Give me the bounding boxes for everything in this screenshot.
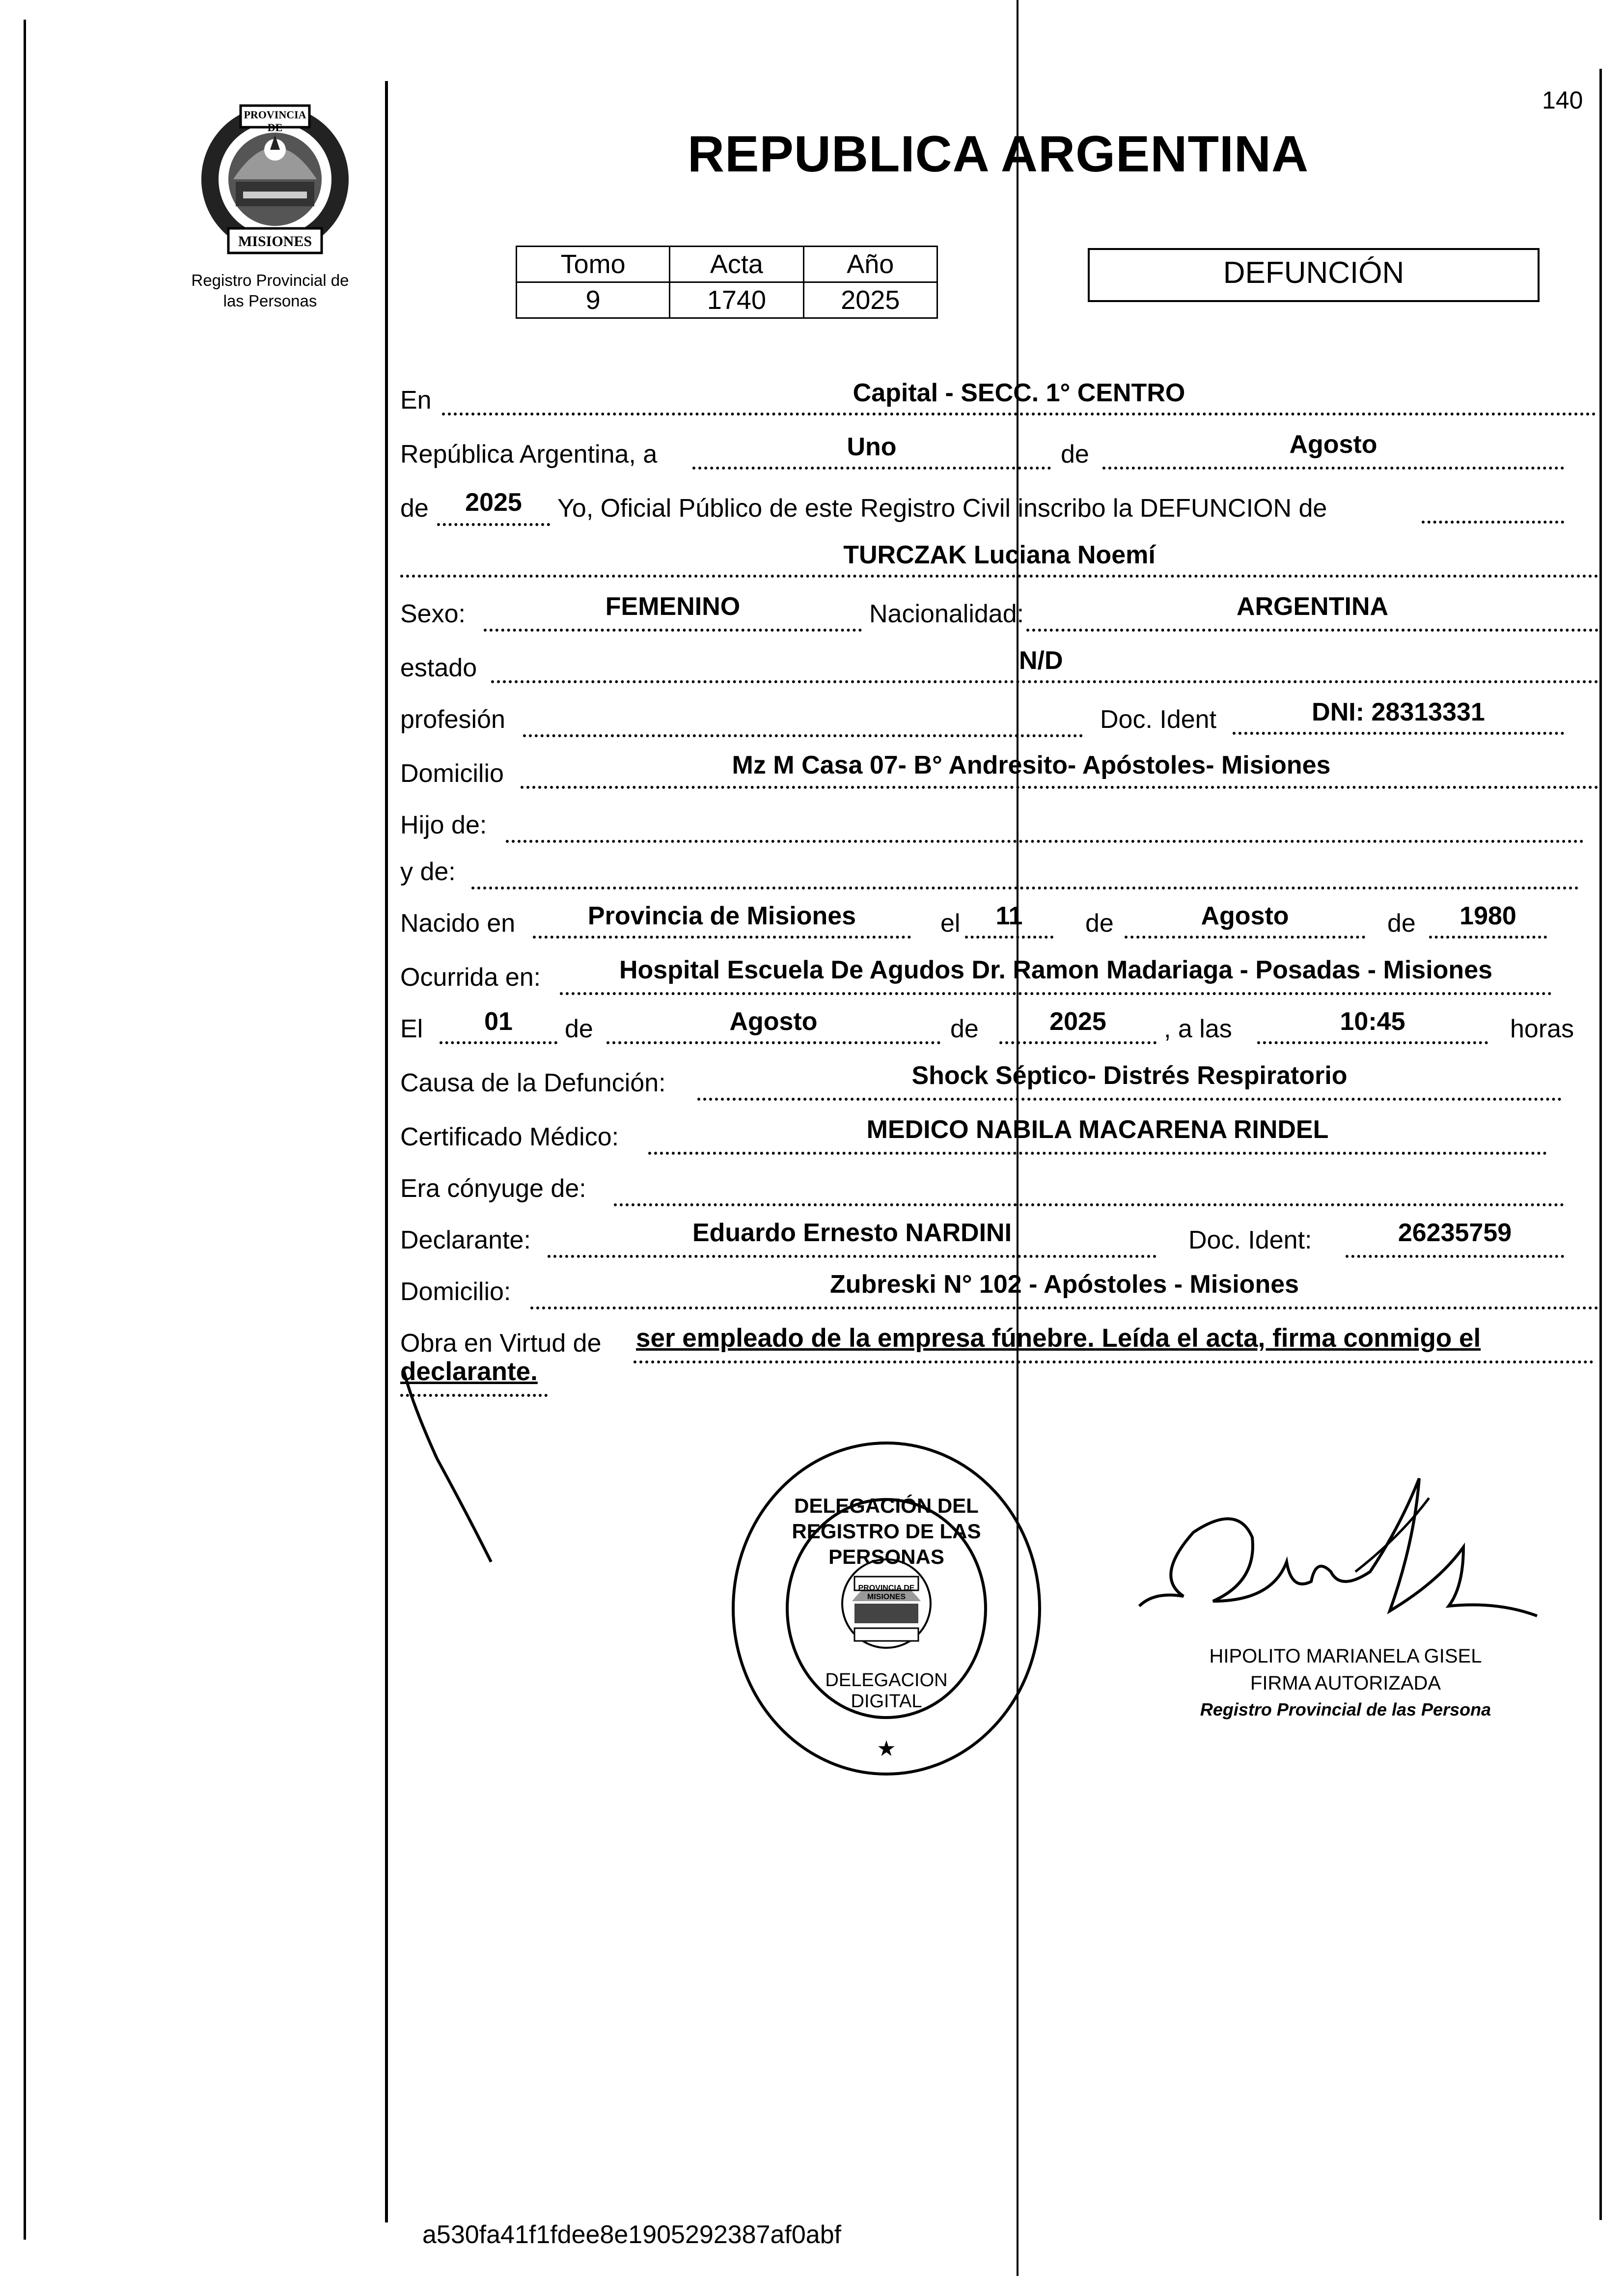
value-month: Agosto — [1289, 430, 1377, 459]
record-header-acta: Acta — [670, 247, 803, 282]
dots-spouse — [614, 1203, 1564, 1206]
dots-birth-day — [965, 936, 1053, 939]
dots-month — [1102, 467, 1564, 470]
value-death-time: 10:45 — [1340, 1007, 1405, 1036]
emblem-text-top: PROVINCIA DE — [244, 109, 306, 134]
signatory-office: Registro Provincial de las Persona — [1200, 1699, 1491, 1720]
value-death-year: 2025 — [1049, 1007, 1106, 1036]
value-sex: FEMENINO — [605, 592, 741, 621]
label-certificado: Certificado Médico: — [400, 1123, 619, 1151]
dots-declarant-doc — [1346, 1255, 1564, 1258]
stamp-star: ★ — [877, 1737, 896, 1761]
label-nacionalidad: Nacionalidad: — [869, 600, 1024, 628]
dots-father — [506, 840, 1584, 843]
dots-declarant — [548, 1255, 1156, 1258]
value-dni: DNI: 28313331 — [1312, 698, 1485, 726]
closing-slash — [393, 1365, 511, 1572]
value-cause: Shock Séptico- Distrés Respiratorio — [911, 1061, 1348, 1090]
dots-death-month — [606, 1041, 940, 1044]
handwritten-signature — [1125, 1469, 1547, 1675]
dots-death-place — [560, 992, 1552, 995]
label-sexo: Sexo: — [400, 600, 466, 628]
value-nationality: ARGENTINA — [1236, 592, 1389, 621]
value-declarant-address: Zubreski N° 102 - Apóstoles - Misiones — [829, 1270, 1299, 1299]
record-value-anio: 2025 — [803, 282, 937, 318]
record-header-tomo: Tomo — [517, 247, 670, 282]
label-republica: República Argentina, a — [400, 440, 658, 469]
stamp-outer-text: DELEGACIÓN DEL REGISTRO DE LAS PERSONAS — [792, 1494, 981, 1568]
dots-address — [521, 786, 1598, 789]
dots-reason-line1 — [633, 1360, 1594, 1363]
value-deceased-name: TURCZAK Luciana Noemí — [843, 541, 1156, 569]
value-day-words: Uno — [847, 433, 897, 461]
label-declarante: Declarante: — [400, 1226, 531, 1254]
left-margin-line — [24, 20, 26, 2240]
dots-deceased-name — [400, 575, 1598, 578]
label-y-de: y de: — [400, 858, 456, 886]
label-de-death-year: de — [950, 1015, 979, 1043]
signatory-name: HIPOLITO MARIANELA GISEL — [1209, 1645, 1482, 1667]
label-profesion: profesión — [400, 705, 505, 734]
label-nacido-en: Nacido en — [400, 909, 516, 938]
label-conyuge: Era cónyuge de: — [400, 1174, 586, 1203]
dots-year — [437, 523, 550, 526]
content-left-border — [385, 81, 388, 2222]
record-value-acta: 1740 — [670, 282, 803, 318]
page-number: 140 — [1542, 86, 1583, 114]
label-yo-oficial: Yo, Oficial Público de este Registro Civil inscribo la DEFUNCION de — [557, 494, 1327, 523]
label-de-year: de — [400, 494, 429, 523]
value-birth-day: 11 — [995, 902, 1023, 930]
label-de-month: de — [1061, 440, 1089, 469]
dots-after-yo — [1422, 521, 1564, 524]
value-reason-line2: declarante. — [400, 1357, 538, 1386]
label-el: El — [400, 1015, 423, 1043]
act-type: DEFUNCIÓN — [1223, 256, 1404, 290]
dots-day — [692, 467, 1051, 470]
label-doc-ident: Doc. Ident — [1100, 705, 1217, 734]
value-death-month: Agosto — [729, 1007, 818, 1036]
dots-mother — [471, 887, 1579, 889]
label-ocurrida-en: Ocurrida en: — [400, 963, 541, 992]
label-a-las: , a las — [1164, 1015, 1232, 1043]
value-birth-year: 1980 — [1459, 902, 1516, 930]
registry-caption-line2: las Personas — [223, 292, 317, 310]
value-declarant-doc: 26235759 — [1398, 1219, 1512, 1247]
value-death-place: Hospital Escuela De Agudos Dr. Ramon Madariaga - Posadas - Misiones — [619, 956, 1493, 984]
registry-stamp — [729, 1439, 1044, 1778]
dots-nationality — [1026, 629, 1598, 632]
document-hash: a530fa41f1fdee8e1905292387af0abf — [422, 2220, 842, 2249]
label-de-death-month: de — [565, 1015, 593, 1043]
dots-cause — [697, 1098, 1562, 1101]
dots-death-time — [1257, 1041, 1488, 1044]
label-el-birth: el — [940, 909, 961, 938]
value-birth-month: Agosto — [1201, 902, 1289, 930]
signatory-title: FIRMA AUTORIZADA — [1250, 1672, 1441, 1694]
label-domicilio: Domicilio — [400, 759, 504, 788]
label-hijo-de: Hijo de: — [400, 811, 487, 839]
record-header-anio: Año — [803, 247, 937, 282]
label-causa: Causa de la Defunción: — [400, 1069, 666, 1097]
label-doc-ident-declarant: Doc. Ident: — [1188, 1226, 1312, 1254]
dots-death-year — [999, 1041, 1156, 1044]
value-reason-line1: ser empleado de la empresa fúnebre. Leída el acta, firma conmigo el — [636, 1324, 1481, 1353]
value-declarant: Eduardo Ernesto NARDINI — [692, 1219, 1012, 1247]
dots-declarant-address — [530, 1306, 1598, 1309]
dots-birth-year — [1429, 936, 1547, 939]
value-place: Capital - SECC. 1° CENTRO — [853, 379, 1185, 407]
value-address: Mz M Casa 07- B° Andresito- Apóstoles- Misiones — [732, 751, 1331, 779]
stamp-inner-text: DELEGACION DIGITAL — [825, 1670, 948, 1712]
dots-civil-status — [491, 680, 1598, 683]
dots-death-day — [440, 1041, 557, 1044]
content-right-border — [1599, 69, 1602, 2220]
page-title: REPUBLICA ARGENTINA — [688, 126, 1309, 183]
label-estado: estado — [400, 654, 477, 682]
record-table — [516, 246, 938, 319]
registry-caption — [162, 270, 378, 311]
registry-caption-line1: Registro Provincial de — [191, 271, 349, 289]
stamp-emblem-text: PROVINCIA DE MISIONES — [858, 1584, 915, 1601]
province-emblem — [194, 96, 356, 258]
label-domicilio-declarant: Domicilio: — [400, 1277, 511, 1306]
value-civil-status: N/D — [1019, 646, 1063, 675]
label-de-birth-year: de — [1387, 909, 1416, 938]
label-de-birth-month: de — [1085, 909, 1114, 938]
value-certificate: MEDICO NABILA MACARENA RINDEL — [866, 1115, 1329, 1144]
dots-dni — [1233, 732, 1564, 735]
record-value-tomo: 9 — [517, 282, 670, 318]
dots-sex — [484, 629, 862, 632]
dots-certificate — [648, 1152, 1547, 1155]
emblem-text-bottom: MISIONES — [238, 233, 312, 250]
dots-profession — [523, 734, 1083, 737]
dots-birth-month — [1125, 936, 1365, 939]
value-year: 2025 — [465, 488, 522, 517]
dots-birth-place — [533, 936, 911, 939]
label-obra: Obra en Virtud de — [400, 1329, 602, 1358]
label-horas: horas — [1510, 1015, 1574, 1043]
value-birth-place: Provincia de Misiones — [587, 902, 856, 930]
label-en: En — [400, 386, 432, 415]
value-death-day: 01 — [484, 1007, 513, 1036]
dots-place — [442, 413, 1596, 416]
